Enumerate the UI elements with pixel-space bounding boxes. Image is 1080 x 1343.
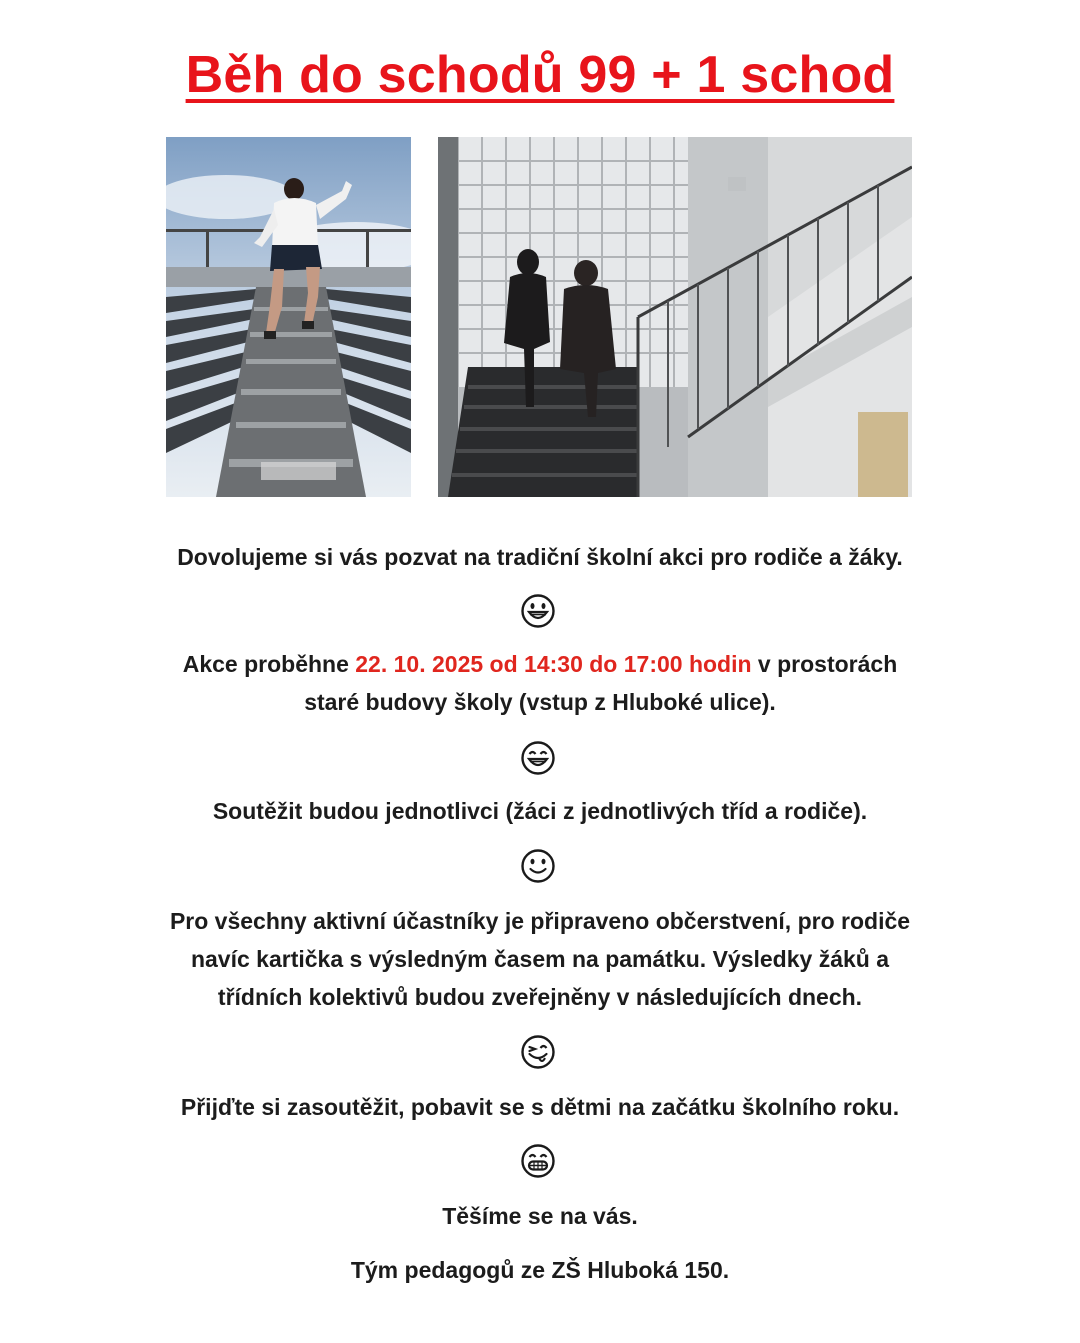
slightly-smiling-face-icon	[520, 848, 556, 884]
signature-text: Tým pedagogů ze ZŠ Hluboká 150.	[350, 1257, 730, 1283]
looking-forward-text: Těšíme se na vás.	[442, 1203, 638, 1229]
refreshment-line3: třídních kolektivů budou zveřejněny v následujících dnech.	[217, 984, 863, 1010]
grinning-face-icon	[520, 593, 556, 629]
refreshment-line2: navíc kartička s výsledným časem na památku. Výsledky žáků a	[190, 946, 890, 972]
invitation-text: Dovolujeme si vás pozvat na tradiční školní akci pro rodiče a žáky.	[177, 544, 903, 570]
school-staircase-photo	[438, 137, 912, 497]
winking-tongue-face-icon	[520, 1034, 556, 1070]
event-location-line2: staré budovy školy (vstup z Hluboké ulice).	[304, 689, 776, 715]
beaming-face-icon	[520, 1143, 556, 1179]
event-time-line1: Akce proběhne 22. 10. 2025 od 14:30 do 17:00 hodin v prostorách	[182, 651, 898, 677]
page-title: Běh do schodů 99 + 1 schod	[185, 46, 895, 104]
competitors-text: Soutěžit budou jednotlivci (žáci z jednotlivých tříd a rodiče).	[212, 798, 868, 824]
refreshment-line1: Pro všechny aktivní účastníky je připraveno občerstvení, pro rodiče	[169, 908, 911, 934]
runner-stairs-photo	[166, 137, 411, 497]
event-date-highlight: 22. 10. 2025 od 14:30 do 17:00 hodin	[355, 651, 752, 677]
come-compete-text: Přijďte si zasoutěžit, pobavit se s dětmi na začátku školního roku.	[180, 1094, 900, 1120]
grinning-squinting-face-icon	[520, 740, 556, 776]
